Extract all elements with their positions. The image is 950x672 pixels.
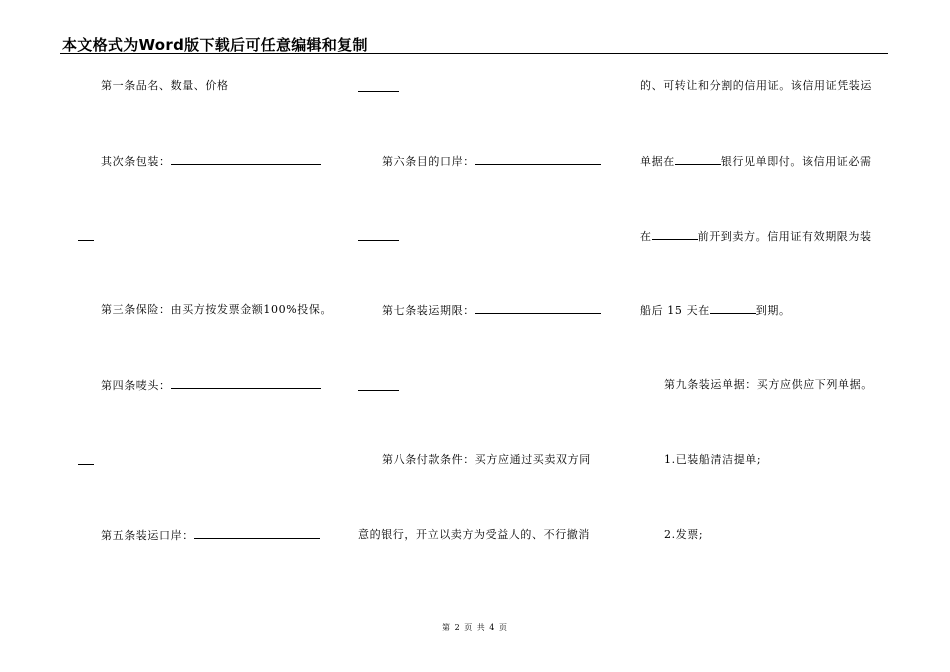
open-date-blank[interactable] bbox=[652, 229, 698, 240]
clause-4-continuation-blank[interactable] bbox=[78, 464, 94, 465]
clause-3-insurance: 第三条保险：由买方按发票金额100%投保。 bbox=[101, 303, 333, 316]
clause-2-label: 其次条包装： bbox=[101, 155, 171, 168]
clause-2-packing bbox=[101, 154, 321, 169]
clause-6-blank[interactable] bbox=[475, 154, 601, 165]
clause-4-label: 第四条唛头： bbox=[101, 379, 171, 392]
clause-5-continuation-blank[interactable] bbox=[358, 91, 399, 92]
header-divider bbox=[60, 53, 888, 54]
clause-2-continuation-blank[interactable] bbox=[78, 240, 94, 241]
clause-2-blank[interactable] bbox=[171, 154, 321, 165]
clause-7-blank[interactable] bbox=[475, 303, 601, 314]
clause-7-continuation-blank[interactable] bbox=[358, 390, 399, 391]
text-fragment: 船后 15 天在 bbox=[640, 304, 710, 317]
clause-5-blank[interactable] bbox=[194, 528, 320, 539]
text-fragment: 单据在 bbox=[640, 155, 675, 168]
clause-5-loading-port bbox=[101, 528, 320, 543]
text-fragment: 在 bbox=[640, 230, 652, 243]
clause-1-product: 第一条品名、数量、价格 bbox=[101, 79, 229, 92]
expiry-place-blank[interactable] bbox=[710, 303, 756, 314]
clause-7-shipment-time bbox=[382, 303, 601, 318]
clause-8-payment-line2: 意的银行，开立以卖方为受益人的、不行撤消 bbox=[358, 528, 590, 541]
text-fragment: 前开到卖方。信用证有效期限为装 bbox=[697, 230, 872, 243]
clause-8-payment-line6 bbox=[640, 303, 791, 318]
clause-8-payment-line1: 第八条付款条件：买方应通过买卖双方同 bbox=[382, 453, 591, 466]
clause-8-payment-line4 bbox=[640, 154, 872, 169]
clause-6-label: 第六条目的口岸： bbox=[382, 155, 475, 168]
clause-7-label: 第七条装运期限： bbox=[382, 304, 475, 317]
clause-8-payment-line3: 的、可转让和分割的信用证。该信用证凭装运 bbox=[640, 79, 872, 92]
text-fragment: 到期。 bbox=[755, 304, 791, 317]
clause-5-label: 第五条装运口岸： bbox=[101, 529, 194, 542]
page-number: 第 2 页 共 4 页 bbox=[442, 623, 508, 632]
clause-6-continuation-blank[interactable] bbox=[358, 240, 399, 241]
text-fragment: 银行见单即付。该信用证必需 bbox=[720, 155, 872, 168]
document-item-1: 1.已装船清洁提单; bbox=[664, 453, 762, 466]
clause-4-blank[interactable] bbox=[171, 378, 321, 389]
document-item-2: 2.发票; bbox=[664, 528, 704, 541]
clause-8-payment-line5 bbox=[640, 229, 872, 244]
clause-6-destination bbox=[382, 154, 601, 169]
clause-4-marks bbox=[101, 378, 321, 393]
document-header-title: 本文格式为Word版下载后可任意编辑和复制 bbox=[62, 36, 368, 54]
bank-blank[interactable] bbox=[675, 154, 721, 165]
clause-9-shipping-documents: 第九条装运单据：买方应供应下列单据。 bbox=[664, 378, 873, 391]
